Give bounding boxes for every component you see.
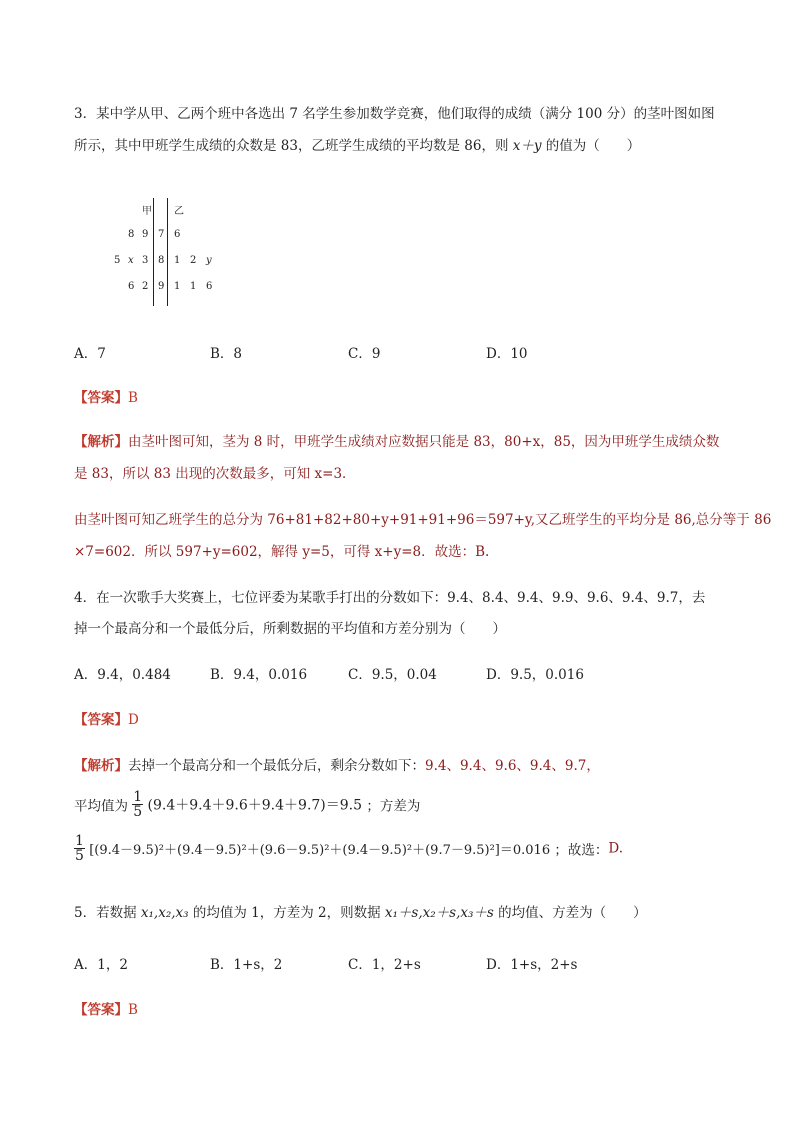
q3-analysis-line3: 由茎叶图可知乙班学生的总分为 76+81+82+80+y+91+91+96＝597+y,又乙班学生的平均分是 86,总分等于 86 [74,512,772,528]
q3-expr-xy: x＋y [512,138,542,154]
variance-expression: [(9.4－9.5)²＋(9.4－9.5)²＋(9.6－9.5)²＋(9.4－9.5)²＋(9.7－9.5)²]＝0.016 [89,843,551,858]
q3-stem-line2 [74,134,640,154]
q5-stem-mid: 的均值为 1，方差为 2，则数据 [188,905,385,921]
q4-variance-line [74,834,623,863]
answer-label: 【答案】 [74,390,128,406]
q4-option-b: B．9.4，0.016 [210,667,308,683]
fraction-one-fifth [74,834,85,863]
stemleaf-header-jia: 甲 [142,206,152,217]
fraction-denominator: 5 [75,848,84,864]
stemleaf-leaf: 1 [174,255,181,266]
q3-option-d: D．10 [486,346,528,362]
q5-stem-pre: 5．若数据 [74,905,141,921]
q3-option-c: C．9 [348,346,381,362]
mean-expression: (9.4＋9.4＋9.6＋9.4＋9.7)＝9.5 [147,797,363,814]
q5-data2: x₁＋s,x₂＋s,x₃＋s [384,905,494,921]
q4-option-a: A．9.4，0.484 [74,667,171,683]
analysis-scores: 9.4、9.4、9.6、9.4、9.7， [425,758,600,774]
stem-leaf-plot [112,198,232,308]
answer-value: B [128,1002,138,1018]
variance-label: ；方差为 [366,798,421,815]
fraction-numerator: 1 [75,833,84,849]
stemleaf-leaf: 3 [142,255,149,266]
q5-answer [74,998,138,1018]
q5-option-d: D．1+s，2+s [486,957,578,973]
q3-stem-line2-pre: 所示，其中甲班学生成绩的众数是 83，乙班学生成绩的平均数是 86，则 [74,138,513,154]
q3-option-b: B．8 [210,346,243,362]
q5-option-b: B．1+s，2 [210,957,283,973]
stemleaf-leaf: 2 [142,281,149,292]
q5-option-c: C．1，2+s [348,957,421,973]
variance-conclusion: ；故选： [554,842,609,859]
analysis-label: 【解析】 [74,758,128,774]
answer-value: B [128,390,138,406]
q3-answer [74,386,138,406]
q4-analysis-line1 [74,754,600,774]
analysis-label: 【解析】 [74,434,128,450]
variance-answer: D. [608,840,624,857]
stemleaf-leaf: 6 [174,229,181,240]
answer-label: 【答案】 [74,712,128,728]
stemleaf-divider-right [167,198,168,306]
q3-stem-line1: 3．某中学从甲、乙两个班中各选出 7 名学生参加数学竞赛，他们取得的成绩（满分 100 分）的茎叶图如图 [74,106,715,122]
q5-stem-post: 的均值、方差为（ ） [493,905,647,921]
q3-stem-line2-post: 的值为（ ） [541,138,641,154]
q4-stem-line1: 4．在一次歌手大奖赛上，七位评委为某歌手打出的分数如下：9.4、8.4、9.4、9.9、9.6、9.4、9.7，去 [74,590,706,606]
q4-answer [74,708,139,728]
stemleaf-header-yi: 乙 [174,206,184,217]
q5-option-a: A．1，2 [74,957,128,973]
stemleaf-leaf: 1 [190,281,197,292]
stemleaf-leaf: 8 [128,229,135,240]
q3-option-a: A．7 [74,346,106,362]
stemleaf-leaf: 9 [142,229,149,240]
fraction-numerator: 1 [133,789,143,805]
q5-data1: x₁,x₂,x₃ [140,905,189,921]
stemleaf-stem: 7 [158,229,165,240]
q4-stem-line2: 掉一个最高分和一个最低分后，所剩数据的平均值和方差分别为（ ） [74,621,506,637]
q3-analysis-line1 [74,430,719,450]
q3-analysis-line4: ×7=602．所以 597+y=602，解得 y=5，可得 x+y=8．故选：B. [74,544,490,560]
answer-label: 【答案】 [74,1002,128,1018]
q3-analysis-line2: 是 83，所以 83 出现的次数最多，可知 x=3． [74,466,356,482]
analysis-text: 去掉一个最高分和一个最低分后，剩余分数如下： [128,758,425,774]
stemleaf-leaf: 6 [206,281,213,292]
stemleaf-leaf: 2 [190,255,197,266]
q4-option-d: D．9.5，0.016 [486,667,584,683]
stemleaf-leaf: 5 [114,255,121,266]
q5-stem [74,901,647,921]
stemleaf-leaf: 6 [128,281,135,292]
stemleaf-leaf: x [128,255,134,266]
fraction-one-fifth [132,790,143,819]
analysis-text: 由茎叶图可知，茎为 8 时，甲班学生成绩对应数据只能是 83，80+x，85，因为甲班学生成绩众数 [128,434,720,450]
stemleaf-leaf: y [206,255,212,266]
stemleaf-divider-left [153,198,154,306]
answer-value: D [128,712,139,728]
mean-label: 平均值为 [74,798,128,815]
stemleaf-stem: 9 [158,281,165,292]
q4-option-c: C．9.5，0.04 [348,667,437,683]
fraction-denominator: 5 [133,804,143,820]
q4-mean-line [74,790,420,819]
stemleaf-stem: 8 [158,255,165,266]
stemleaf-leaf: 1 [174,281,181,292]
